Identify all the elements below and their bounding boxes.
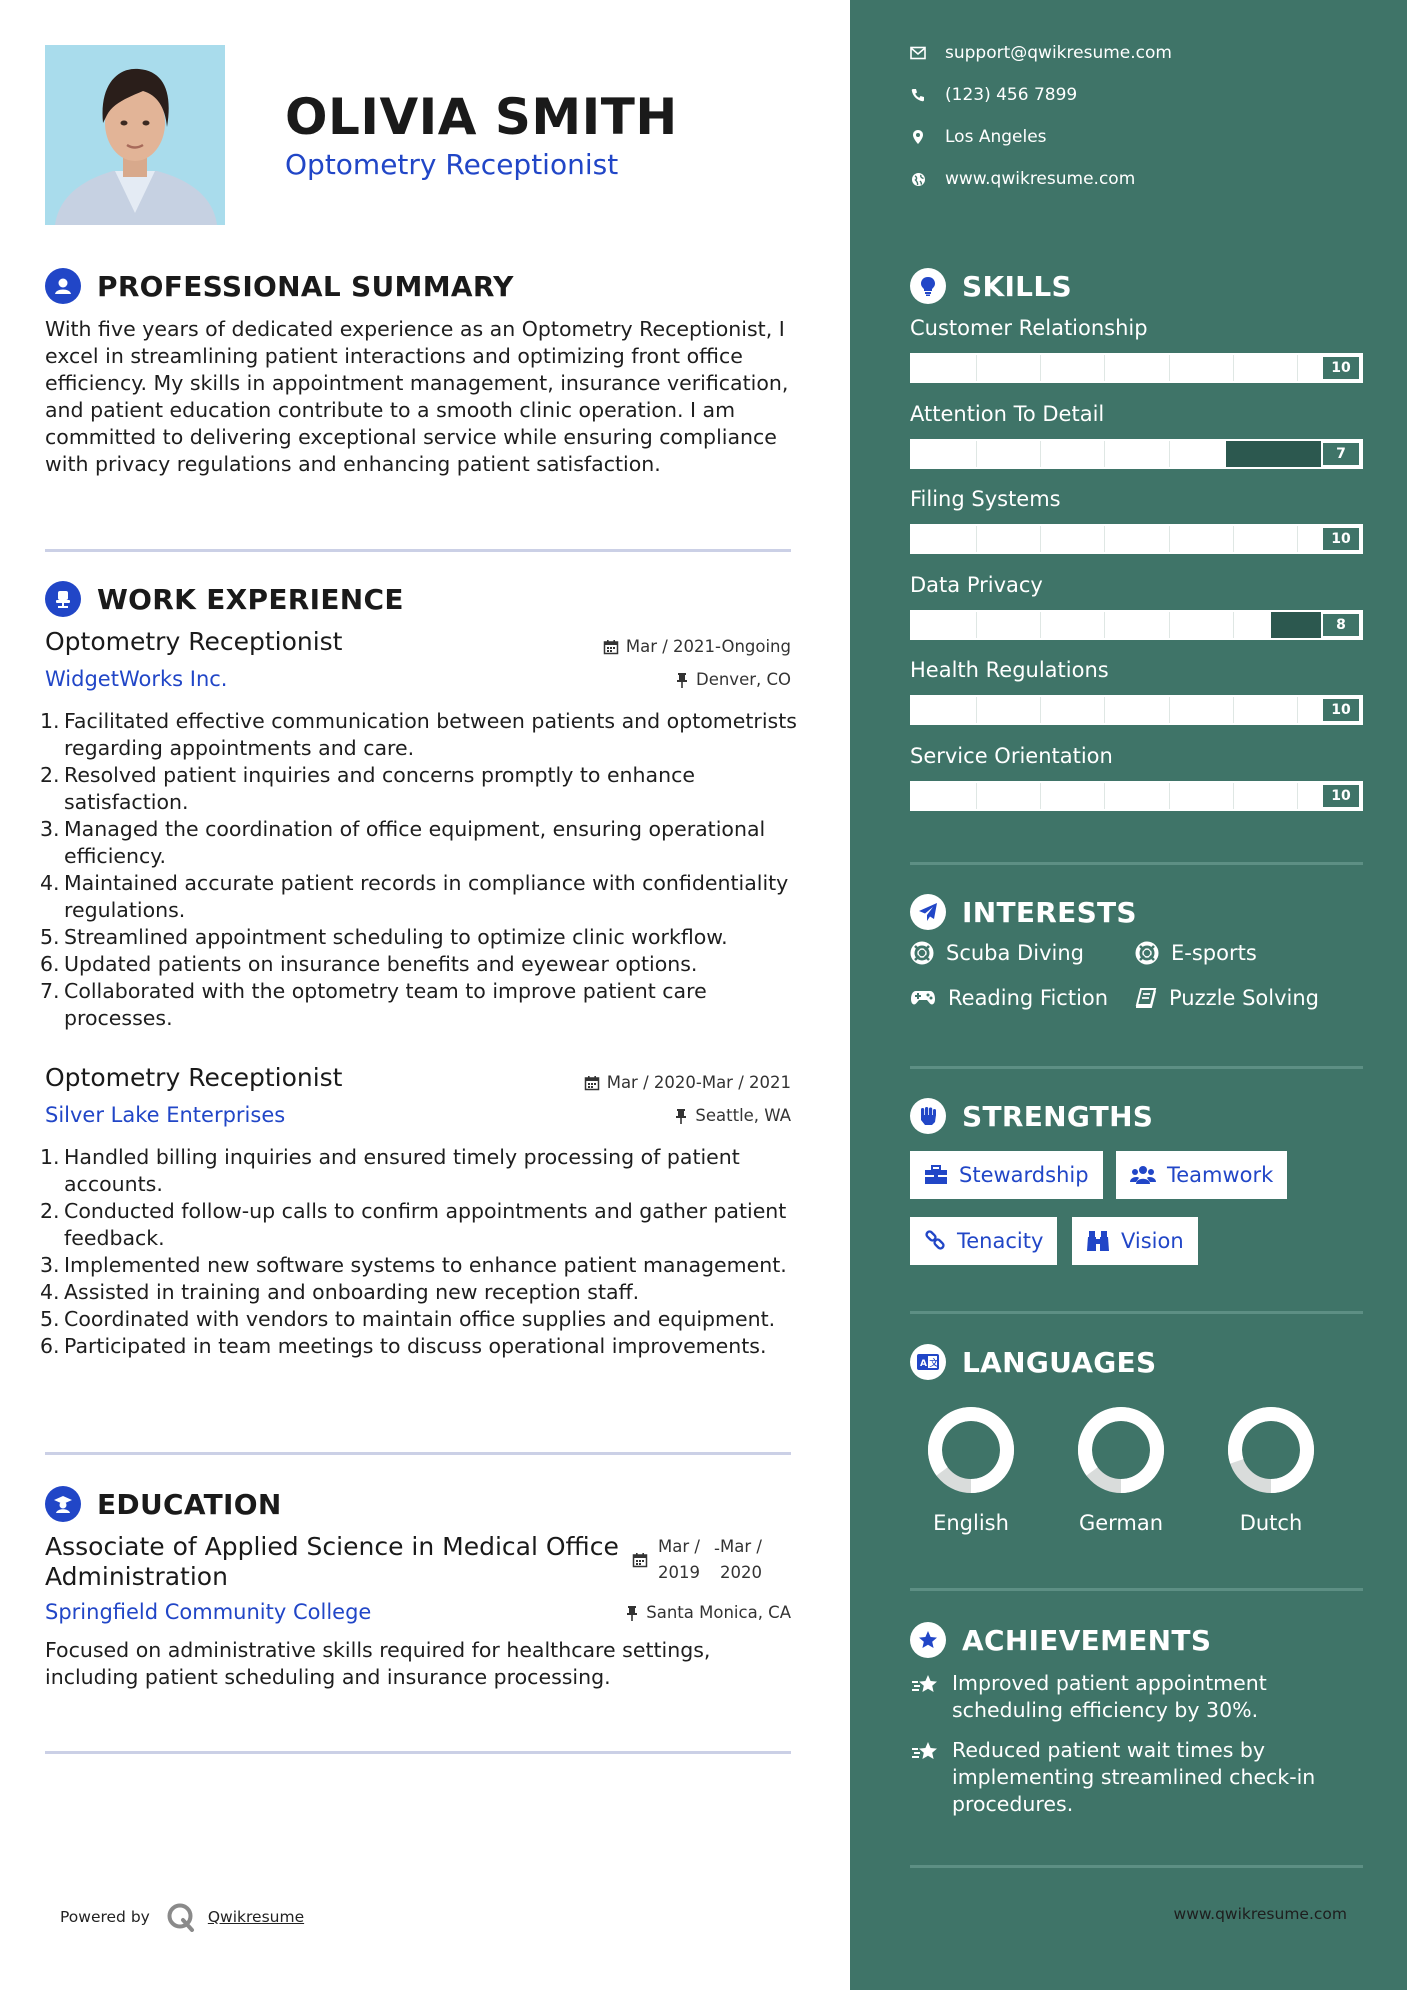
skill-bar — [910, 695, 1363, 725]
svg-text:A: A — [920, 1359, 927, 1369]
experience-heading — [45, 581, 404, 617]
powered-by-text: Powered by — [60, 1908, 150, 1926]
duty-item — [40, 1333, 800, 1360]
duty-item — [40, 1198, 800, 1252]
interest-item — [910, 986, 1108, 1010]
svg-text:文: 文 — [929, 1359, 939, 1369]
duty-text: Collaborated with the optometry team to improve patient care processes. — [64, 979, 707, 1030]
duty-number: 1. — [40, 709, 60, 733]
skill-name: Service Orientation — [910, 743, 1113, 768]
duty-number: 3. — [40, 1253, 60, 1277]
lifebuoy-icon — [910, 941, 934, 965]
translate-icon — [910, 1344, 946, 1380]
lightbulb-icon — [910, 268, 946, 304]
duty-text: Maintained accurate patient records in compliance with confidentiality regulations. — [64, 871, 789, 922]
strength-tag — [1116, 1151, 1287, 1199]
language-item — [1216, 1405, 1326, 1535]
education-dates — [632, 1534, 762, 1586]
divider — [45, 549, 791, 552]
skill-bar-segment — [1104, 697, 1105, 723]
users-icon — [1130, 1165, 1156, 1185]
job-company: WidgetWorks Inc. — [45, 667, 228, 691]
education-start-month: Mar / — [658, 1537, 700, 1556]
candidate-name: OLIVIA SMITH — [285, 88, 678, 146]
job-location — [675, 670, 791, 689]
skill-bar-segment — [1233, 783, 1234, 809]
globe-icon — [910, 171, 926, 187]
chair-icon — [45, 581, 81, 617]
language-label: Dutch — [1239, 1511, 1303, 1535]
star-icon — [910, 1740, 940, 1764]
duty-text: Participated in team meetings to discuss operational improvements. — [64, 1334, 767, 1358]
duty-text: Updated patients on insurance benefits and eyewear options. — [64, 952, 698, 976]
duty-item — [40, 978, 800, 1032]
skill-bar — [910, 439, 1363, 469]
skill-bar-segment — [1040, 612, 1041, 638]
lifebuoy-icon — [1135, 941, 1159, 965]
skill-bar — [910, 781, 1363, 811]
duty-item — [40, 1306, 800, 1333]
skill-bar-segment — [1104, 783, 1105, 809]
interest-label: E-sports — [1171, 941, 1257, 965]
skill-bar-segment — [976, 441, 977, 467]
calendar-icon — [632, 1552, 648, 1568]
duty-number: 7. — [40, 979, 60, 1003]
duty-item — [40, 816, 800, 870]
language-item — [1066, 1405, 1176, 1535]
link-icon — [924, 1230, 946, 1252]
skill-bar-segment — [1040, 441, 1041, 467]
fist-icon — [910, 1098, 946, 1134]
duty-number: 2. — [40, 1199, 60, 1223]
briefcase-icon — [924, 1165, 948, 1185]
paper-plane-icon — [910, 894, 946, 930]
skill-bar-segment — [1297, 526, 1298, 552]
contact-email[interactable] — [910, 43, 1172, 63]
duty-item — [40, 762, 800, 816]
interest-label: Scuba Diving — [946, 941, 1084, 965]
duty-item — [40, 951, 800, 978]
powered-by — [60, 1902, 304, 1932]
duty-item — [40, 924, 800, 951]
skill-bar-segment — [976, 612, 977, 638]
skill-level: 10 — [1321, 697, 1361, 723]
language-label: German — [1078, 1511, 1164, 1535]
skill-bar-segment — [1104, 612, 1105, 638]
job-dates-text: Mar / 2021-Ongoing — [625, 637, 791, 656]
skill-level: 10 — [1321, 526, 1361, 552]
language-donut — [1226, 1405, 1316, 1495]
summary-heading — [45, 268, 514, 304]
contact-phone-text: (123) 456 7899 — [945, 85, 1078, 105]
skill-bar-segment — [976, 355, 977, 381]
skill-bar — [910, 353, 1363, 383]
interests-heading — [910, 894, 1137, 930]
education-start — [658, 1534, 700, 1586]
skill-bar-segment — [976, 697, 977, 723]
contact-location — [910, 127, 1047, 147]
strength-label: Tenacity — [957, 1229, 1044, 1253]
qwikresume-link[interactable]: Qwikresume — [207, 1908, 305, 1926]
sidebar — [850, 0, 1407, 1990]
strength-label: Stewardship — [959, 1163, 1089, 1187]
graduate-icon — [45, 1486, 81, 1522]
achievement-item — [910, 1737, 1350, 1818]
interest-item — [1135, 986, 1319, 1010]
duty-number: 3. — [40, 817, 60, 841]
languages-heading — [910, 1344, 1156, 1380]
job-location-text: Denver, CO — [695, 670, 791, 689]
education-location-text: Santa Monica, CA — [646, 1603, 791, 1622]
skill-bar-segment — [1169, 441, 1170, 467]
skill-bar-segment — [1040, 526, 1041, 552]
contact-phone[interactable] — [910, 85, 1077, 105]
duty-text: Assisted in training and onboarding new reception staff. — [64, 1280, 640, 1304]
profile-photo-illustration — [45, 45, 225, 225]
user-icon — [45, 268, 81, 304]
interests-title: INTERESTS — [962, 895, 1137, 929]
duty-text: Handled billing inquiries and ensured timely processing of patient accounts. — [64, 1145, 740, 1196]
education-end — [720, 1534, 762, 1586]
pin-icon — [675, 672, 689, 688]
profile-photo — [45, 45, 225, 225]
skill-bar-segment — [1169, 355, 1170, 381]
binoculars-icon — [1086, 1230, 1110, 1252]
skill-bar-segment — [1233, 526, 1234, 552]
education-location — [625, 1603, 791, 1622]
divider — [910, 1066, 1363, 1069]
duty-text: Coordinated with vendors to maintain office supplies and equipment. — [64, 1307, 776, 1331]
achievement-text: Reduced patient wait times by implementing streamlined check-in procedures. — [952, 1738, 1316, 1816]
job-location-text: Seattle, WA — [695, 1106, 791, 1125]
skill-bar-segment — [1297, 355, 1298, 381]
skill-bar-segment — [1169, 612, 1170, 638]
pin-icon — [625, 1605, 639, 1621]
interest-label: Reading Fiction — [948, 986, 1109, 1010]
duty-item — [40, 1144, 800, 1198]
strength-tag — [910, 1217, 1057, 1265]
duty-text: Resolved patient inquiries and concerns promptly to enhance satisfaction. — [64, 763, 695, 814]
education-end-month: Mar / — [719, 1537, 762, 1556]
skill-bar-segment — [1169, 697, 1170, 723]
skills-title: SKILLS — [962, 269, 1072, 303]
skill-name: Attention To Detail — [910, 401, 1105, 426]
map-marker-icon — [910, 129, 926, 145]
duty-text: Streamlined appointment scheduling to optimize clinic workflow. — [64, 925, 728, 949]
language-donut — [926, 1405, 1016, 1495]
divider — [910, 1865, 1363, 1868]
duty-number: 5. — [40, 1307, 60, 1331]
qwikresume-logo-icon — [166, 1902, 196, 1932]
language-item — [916, 1405, 1026, 1535]
summary-text: With five years of dedicated experience as an Optometry Receptionist, I excel in streamlining patient interactions and optimizing front office efficiency. My skills in appointment management, insurance verification, and patient education contribute to a smooth clinic operation. I am committed to delivering exceptional service while ensuring compliance with privacy regulations and enhancing patient satisfaction. — [45, 317, 789, 476]
calendar-icon — [603, 639, 619, 655]
duty-item — [40, 708, 800, 762]
education-title: EDUCATION — [97, 1487, 282, 1521]
duty-number: 4. — [40, 871, 60, 895]
contact-location-text: Los Angeles — [945, 127, 1047, 147]
footer-website[interactable]: www.qwikresume.com — [1173, 1905, 1347, 1923]
education-description: Focused on administrative skills required for healthcare settings, including patient scheduling and insurance processing. — [45, 1638, 711, 1689]
experience-title: WORK EXPERIENCE — [97, 582, 404, 616]
duty-number: 6. — [40, 1334, 60, 1358]
skill-bar-segment — [1040, 355, 1041, 381]
skill-bar-segment — [1104, 355, 1105, 381]
candidate-title: Optometry Receptionist — [285, 148, 619, 181]
skill-bar-segment — [1297, 697, 1298, 723]
skill-name: Filing Systems — [910, 487, 1061, 511]
interest-label: Puzzle Solving — [1169, 986, 1319, 1010]
job-role: Optometry Receptionist — [45, 1063, 343, 1092]
skill-level: 10 — [1321, 355, 1361, 381]
strength-tag — [1072, 1217, 1198, 1265]
duty-text: Conducted follow-up calls to confirm appointments and gather patient feedback. — [64, 1199, 787, 1250]
skill-name: Data Privacy — [910, 572, 1043, 597]
education-end-year: 2020 — [719, 1563, 762, 1582]
achievement-text: Improved patient appointment scheduling efficiency by 30%. — [952, 1671, 1267, 1722]
star-icon — [910, 1673, 940, 1697]
skill-bar-segment — [1233, 355, 1234, 381]
education-start-year: 2019 — [658, 1563, 700, 1582]
skill-bar-segment — [1104, 441, 1105, 467]
strength-tag — [910, 1151, 1103, 1199]
divider — [910, 1311, 1363, 1314]
book-icon — [1135, 987, 1157, 1009]
skill-name: Customer Relationship — [910, 316, 1148, 340]
education-heading — [45, 1486, 282, 1522]
skill-bar-segment — [976, 783, 977, 809]
divider — [910, 862, 1363, 865]
education-school: Springfield Community College — [45, 1600, 372, 1624]
duty-text: Implemented new software systems to enhance patient management. — [64, 1253, 787, 1277]
duty-item — [40, 1252, 800, 1279]
duty-number: 2. — [40, 763, 60, 787]
strengths-title: STRENGTHS — [962, 1099, 1154, 1133]
contact-email-text: support@qwikresume.com — [945, 43, 1172, 63]
divider — [910, 1588, 1363, 1591]
gamepad-icon — [910, 989, 936, 1007]
divider — [45, 1751, 791, 1754]
skill-bar-segment — [1169, 783, 1170, 809]
language-label: English — [933, 1511, 1009, 1535]
duty-number: 1. — [40, 1145, 60, 1169]
contact-website[interactable] — [910, 169, 1135, 189]
language-donut — [1076, 1405, 1166, 1495]
strength-label: Teamwork — [1167, 1163, 1274, 1187]
achievement-item — [910, 1670, 1350, 1724]
skill-bar-segment — [1233, 612, 1234, 638]
job-company: Silver Lake Enterprises — [45, 1103, 286, 1127]
interest-item — [910, 941, 1084, 965]
phone-icon — [910, 87, 926, 103]
duty-number: 5. — [40, 925, 60, 949]
job-role: Optometry Receptionist — [45, 627, 343, 656]
job-location — [674, 1106, 791, 1125]
skill-level: 8 — [1321, 612, 1361, 638]
duty-text: Facilitated effective communication between patients and optometrists regarding appointments and care. — [64, 709, 797, 760]
interest-item — [1135, 941, 1257, 965]
divider — [45, 1452, 791, 1455]
skill-bar-segment — [1040, 783, 1041, 809]
calendar-icon — [584, 1075, 600, 1091]
skill-bar — [910, 524, 1363, 554]
achievements-heading — [910, 1622, 1211, 1658]
job-dates — [603, 637, 791, 656]
job-duties — [40, 1144, 800, 1360]
achievements-title: ACHIEVEMENTS — [962, 1623, 1212, 1657]
skill-bar-segment — [1169, 526, 1170, 552]
languages-title: LANGUAGES — [962, 1345, 1157, 1379]
duty-item — [40, 870, 800, 924]
duty-item — [40, 1279, 800, 1306]
strength-label: Vision — [1121, 1229, 1184, 1253]
summary-title: PROFESSIONAL SUMMARY — [97, 269, 514, 303]
envelope-icon — [910, 45, 926, 61]
education-degree: Associate of Applied Science in Medical Office Administration — [45, 1532, 619, 1591]
duty-number: 6. — [40, 952, 60, 976]
pin-icon — [674, 1108, 688, 1124]
job-dates-text: Mar / 2020-Mar / 2021 — [606, 1073, 791, 1092]
star-badge-icon — [910, 1622, 946, 1658]
skill-bar — [910, 610, 1363, 640]
skill-bar-segment — [976, 526, 977, 552]
skill-level: 10 — [1321, 783, 1361, 809]
skill-bar-segment — [1297, 783, 1298, 809]
strengths-heading — [910, 1098, 1153, 1134]
skill-bar-segment — [1040, 697, 1041, 723]
skill-bar-segment — [1233, 697, 1234, 723]
duty-text: Managed the coordination of office equipment, ensuring operational efficiency. — [64, 817, 766, 868]
job-dates — [584, 1073, 791, 1092]
job-duties — [40, 708, 800, 1032]
duty-number: 4. — [40, 1280, 60, 1304]
skill-name: Health Regulations — [910, 658, 1109, 682]
skills-heading — [910, 268, 1072, 304]
contact-website-text: www.qwikresume.com — [945, 169, 1136, 189]
education-dash: - — [714, 1539, 720, 1558]
skill-level: 7 — [1321, 441, 1361, 467]
skill-bar-segment — [1104, 526, 1105, 552]
